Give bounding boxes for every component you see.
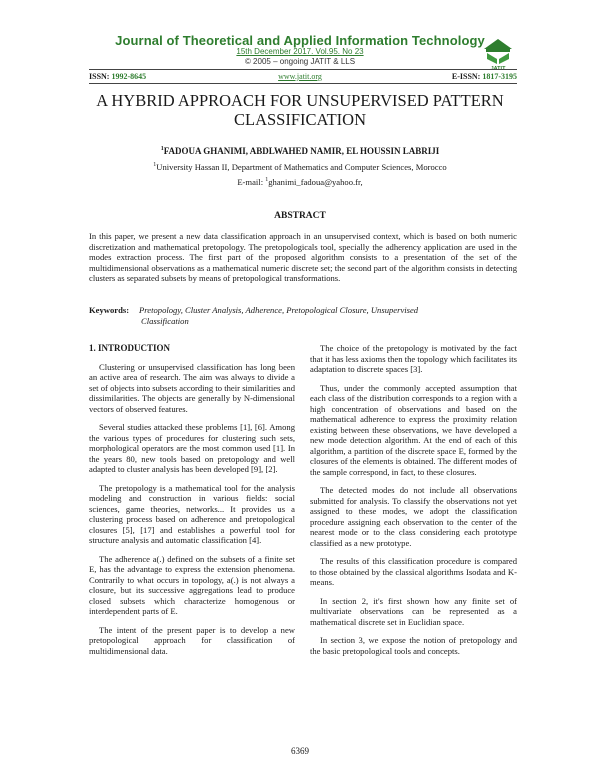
paragraph: In section 3, we expose the notion of pretopology and the basic pretopological tools and concepts. (310, 635, 517, 656)
paragraph: The pretopology is a mathematical tool for the analysis modeling and construction in various fields: social sciences, game theories, networks... It provides us a clustering process based on adherence and pretopological closures [5], [17] and establishes a powerful tool for structure analysis and automatic classification [4]. (89, 482, 295, 545)
section-heading-introduction: 1. INTRODUCTION (89, 343, 171, 353)
eissn (452, 72, 517, 81)
paragraph: The results of this classification procedure is compared to those obtained by the classical algorithms Isodata and K-means. (310, 556, 517, 587)
email-value[interactable]: ghanimi_fadoua@yahoo.fr, (268, 177, 363, 187)
paragraph: Clustering or unsupervised classification has long been an active area of research. The aim was always to divide a set of objects into subsets according to their similarities and dissimilarities. The objects are generally by N-dimensional vectors of observed features. (89, 361, 295, 414)
issue-date-text: 15th December 2017. Vol.95. No 23 (236, 47, 364, 56)
abstract-heading: ABSTRACT (274, 211, 326, 221)
authors: $^1$FADOUA GHANIMI, ABDLWAHED NAMIR, EL HOUSSIN LABRIJI (160, 146, 440, 156)
email: E-mail: $^1$ghanimi_fadoua@yahoo.fr, (237, 177, 363, 187)
copyright: © 2005 – ongoing JATIT & LLS (244, 57, 356, 66)
paragraph: Several studies attacked these problems [1], [6]. Among the various types of procedures for clustering such sets, morphological operators are the most common used [1]. In the years 80, new tools based on pretopology and well adapted to cluster analysis has been developed [9], [2]. (89, 422, 295, 474)
eissn-label: E-ISSN: (451, 72, 481, 81)
column-left (89, 343, 295, 664)
issue-date (60, 47, 540, 56)
email-label: E-mail: (237, 177, 264, 187)
affiliation-text: University Hassan II, Department of Mathematics and Computer Sciences, Morocco (156, 162, 447, 172)
keywords-values: Pretopology, Cluster Analysis, Adherence, Pretopological Closure, Unsupervised (139, 305, 419, 315)
keywords-continuation: Classification (141, 316, 189, 326)
paragraph: The intent of the present paper is to develop a new pretopological approach for classification of multidimensional data. (89, 624, 295, 656)
journal-logo (480, 35, 516, 71)
authors-text: FADOUA GHANIMI, ABDLWAHED NAMIR, EL HOUSSIN LABRIJI (163, 146, 440, 156)
header-rule-top (89, 69, 517, 70)
paragraph: The choice of the pretopology is motivated by the fact that it has less axioms then the topology which facilitates its adaptation to discrete spaces [3]. (310, 343, 517, 374)
paper-title: A HYBRID APPROACH FOR UNSUPERVISED PATTERN CLASSIFICATION (96, 91, 504, 129)
keywords-label: Keywords: (89, 305, 130, 315)
affiliation: $^1$University Hassan II, Department of Mathematics and Computer Sciences, Morocco (153, 162, 447, 172)
logo-text: JATIT (490, 66, 506, 71)
column-right (310, 343, 517, 664)
abstract-text: In this paper, we present a new data classification approach in an unsupervised context, which is based on both numeric discretization and mathematical pretopology. The pretopologicals tool, specially the adherency application are used in the modes extraction process. The first part of the proposed algorithm consists to a presentation of the set of the multidimensional observations as a mathematical numeric discrete set; the second part of the algorithm consists in detecting clusters as separated subsets by means of pretopological transformations. (89, 231, 517, 283)
issn-value: 1992-8645 (111, 72, 147, 81)
paragraph: In section 2, it's first shown how any finite set of multivariate observations can be represented as a mathematical discrete set in Euclidian space. (310, 595, 517, 627)
header-rule-bottom (89, 83, 517, 84)
journal-title: Journal of Theoretical and Applied Information Technology (115, 33, 485, 48)
page-number: 6369 (291, 746, 309, 756)
paragraph: The detected modes do not include all observations submitted for analysis. To classify the observations not yet assigned to these modes, we adopt the classification procedure assigning each observation to the center of the nearest mode or to the class considering each prototype classified as a new prototype. (310, 485, 517, 548)
eissn-value: 1817-3195 (482, 72, 517, 81)
issn-label: ISSN: (89, 72, 110, 81)
keywords (89, 305, 517, 327)
paragraph: The adherence a(.) defined on the subsets of a finite set E, has the advantage to express the extension phenomena. Contrarily to what occurs in topology, a(.) is not always a closure, but its successive aggregations lead to produce closed subsets which characterize homogenous or interdependent parts of E. (89, 553, 295, 616)
jatit-logo-icon (480, 35, 516, 71)
paragraph: Thus, under the commonly accepted assumption that each class of the distribution corresponds to a region with a high concentration of observations and based on the mathematical adherence to express the proximity relation existing between these observations, we have developed a new mode detection algorithm. At the end of each of this algorithm, a partition of the discrete space E, formed by the closures of the elements is obtained. The different modes of the sample correspond, in fact, to these closures. (310, 382, 517, 477)
website-link[interactable]: www.jatit.org (278, 72, 322, 81)
